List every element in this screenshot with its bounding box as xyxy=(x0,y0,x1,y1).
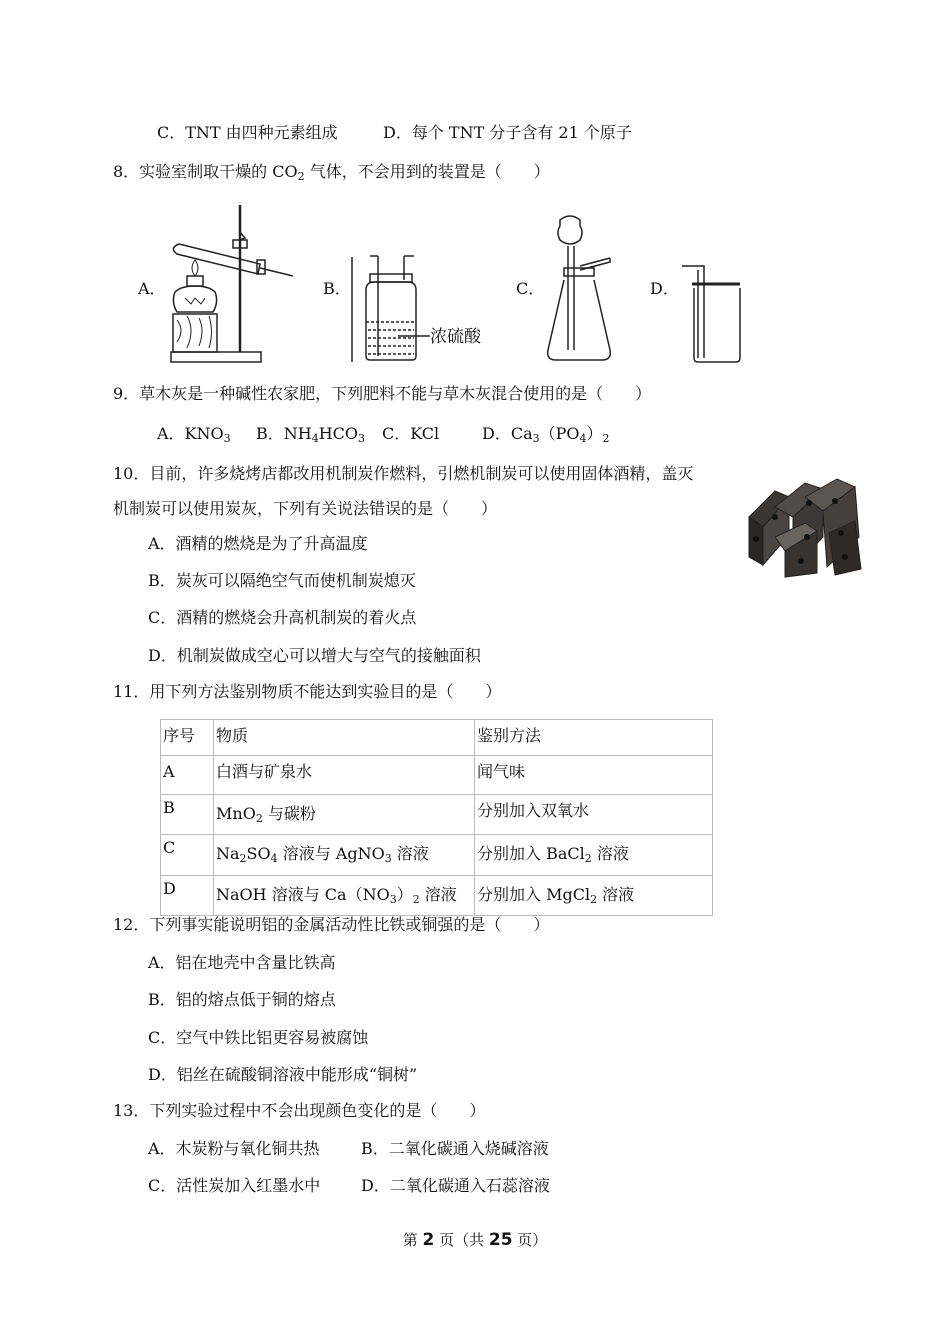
apparatus-b-wash-bottle xyxy=(350,252,432,364)
table-row xyxy=(161,876,713,916)
q10-option-d: D．机制炭做成空心可以增大与空气的接触面积 xyxy=(148,646,481,665)
table-row xyxy=(161,756,713,795)
q12-option-b: B．铝的熔点低于铜的熔点 xyxy=(148,990,336,1009)
row-substance: $Na_2SO_4$ 溶液与 AgNO$_3$ 溶液 xyxy=(214,835,475,876)
table-row xyxy=(161,835,713,876)
row-substance: MnO$_2$ 与碳粉 xyxy=(214,795,475,835)
q9-option-a: A．$KNO_3$ xyxy=(157,424,231,445)
q9-option-d: D．$Ca_3(PO_4)_2$ xyxy=(482,424,610,445)
page-footer: 第 2 页（共 25 页） xyxy=(402,1230,548,1250)
q12-option-c: C．空气中铁比铝更容易被腐蚀 xyxy=(148,1028,369,1047)
row-id: C xyxy=(161,835,214,876)
charcoal-image xyxy=(745,477,863,579)
q8-label-c: C． xyxy=(516,279,545,298)
apparatus-a-heating-setup xyxy=(165,202,300,367)
row-method: 分别加入双氧水 xyxy=(475,795,713,835)
header-substance: 物质 xyxy=(214,720,475,756)
q12-option-a: A．铝在地壳中含量比铁高 xyxy=(148,953,336,972)
page-total: 25 xyxy=(488,1230,513,1250)
row-id: A xyxy=(161,756,214,795)
q8-b-annotation: 浓硫酸 xyxy=(430,327,481,347)
q11-table xyxy=(160,719,713,916)
table-row xyxy=(161,795,713,835)
q11-stem: 11．用下列方法鉴别物质不能达到实验目的是（ ） xyxy=(113,682,502,701)
row-method: 闻气味 xyxy=(475,756,713,795)
row-id: B xyxy=(161,795,214,835)
q8-label-a: A． xyxy=(138,279,166,298)
row-substance: 白酒与矿泉水 xyxy=(214,756,475,795)
q7-option-d: D．每个 TNT 分子含有 21 个原子 xyxy=(383,123,632,142)
q7-option-c: C．TNT 由四种元素组成 xyxy=(157,123,338,142)
q10-option-b: B．炭灰可以隔绝空气而使机制炭熄灭 xyxy=(148,571,416,590)
header-method: 鉴别方法 xyxy=(475,720,713,756)
table-header-row xyxy=(161,720,713,756)
q8-label-b: B． xyxy=(323,279,351,298)
header-id: 序号 xyxy=(161,720,214,756)
q10-option-a: A．酒精的燃烧是为了升高温度 xyxy=(148,534,368,553)
q10-stem-line1: 10．目前，许多烧烤店都改用机制炭作燃料，引燃机制炭可以使用固体酒精，盖灭 xyxy=(113,464,694,483)
row-method: 分别加入 BaCl$_2$ 溶液 xyxy=(475,835,713,876)
q8-stem: 8．实验室制取干燥的 $CO_2$ 气体，不会用到的装置是（ ） xyxy=(113,162,550,183)
q13-option-a: A．木炭粉与氧化铜共热 xyxy=(148,1139,320,1158)
q10-option-c: C．酒精的燃烧会升高机制炭的着火点 xyxy=(148,608,417,627)
q9-option-c: C．KCl xyxy=(382,424,440,443)
q13-stem: 13．下列实验过程中不会出现颜色变化的是（ ） xyxy=(113,1101,486,1120)
page-number: 2 xyxy=(422,1230,435,1250)
q10-stem-line2: 机制炭可以使用炭灰，下列有关说法错误的是（ ） xyxy=(113,499,498,518)
q12-option-d: D．铝丝在硫酸铜溶液中能形成“铜树” xyxy=(148,1065,418,1084)
q9-option-b: B．$NH_4HCO_3$ xyxy=(256,424,366,445)
row-substance: NaOH 溶液与 $Ca(NO_3)_2$ 溶液 xyxy=(214,876,475,916)
q9-stem: 9．草木灰是一种碱性农家肥，下列肥料不能与草木灰混合使用的是（ ） xyxy=(113,384,652,403)
q12-stem: 12．下列事实能说明铝的金属活动性比铁或铜强的是（ ） xyxy=(113,915,550,934)
q13-option-d: D．二氧化碳通入石蕊溶液 xyxy=(361,1176,550,1195)
apparatus-c-flask-funnel xyxy=(540,210,622,366)
row-id: D xyxy=(161,876,214,916)
row-method: 分别加入 MgCl$_2$ 溶液 xyxy=(475,876,713,916)
apparatus-d-collection-bottle xyxy=(678,262,744,366)
q8-label-d: D． xyxy=(650,279,679,298)
q13-option-c: C．活性炭加入红墨水中 xyxy=(148,1176,321,1195)
q13-option-b: B．二氧化碳通入烧碱溶液 xyxy=(361,1139,549,1158)
